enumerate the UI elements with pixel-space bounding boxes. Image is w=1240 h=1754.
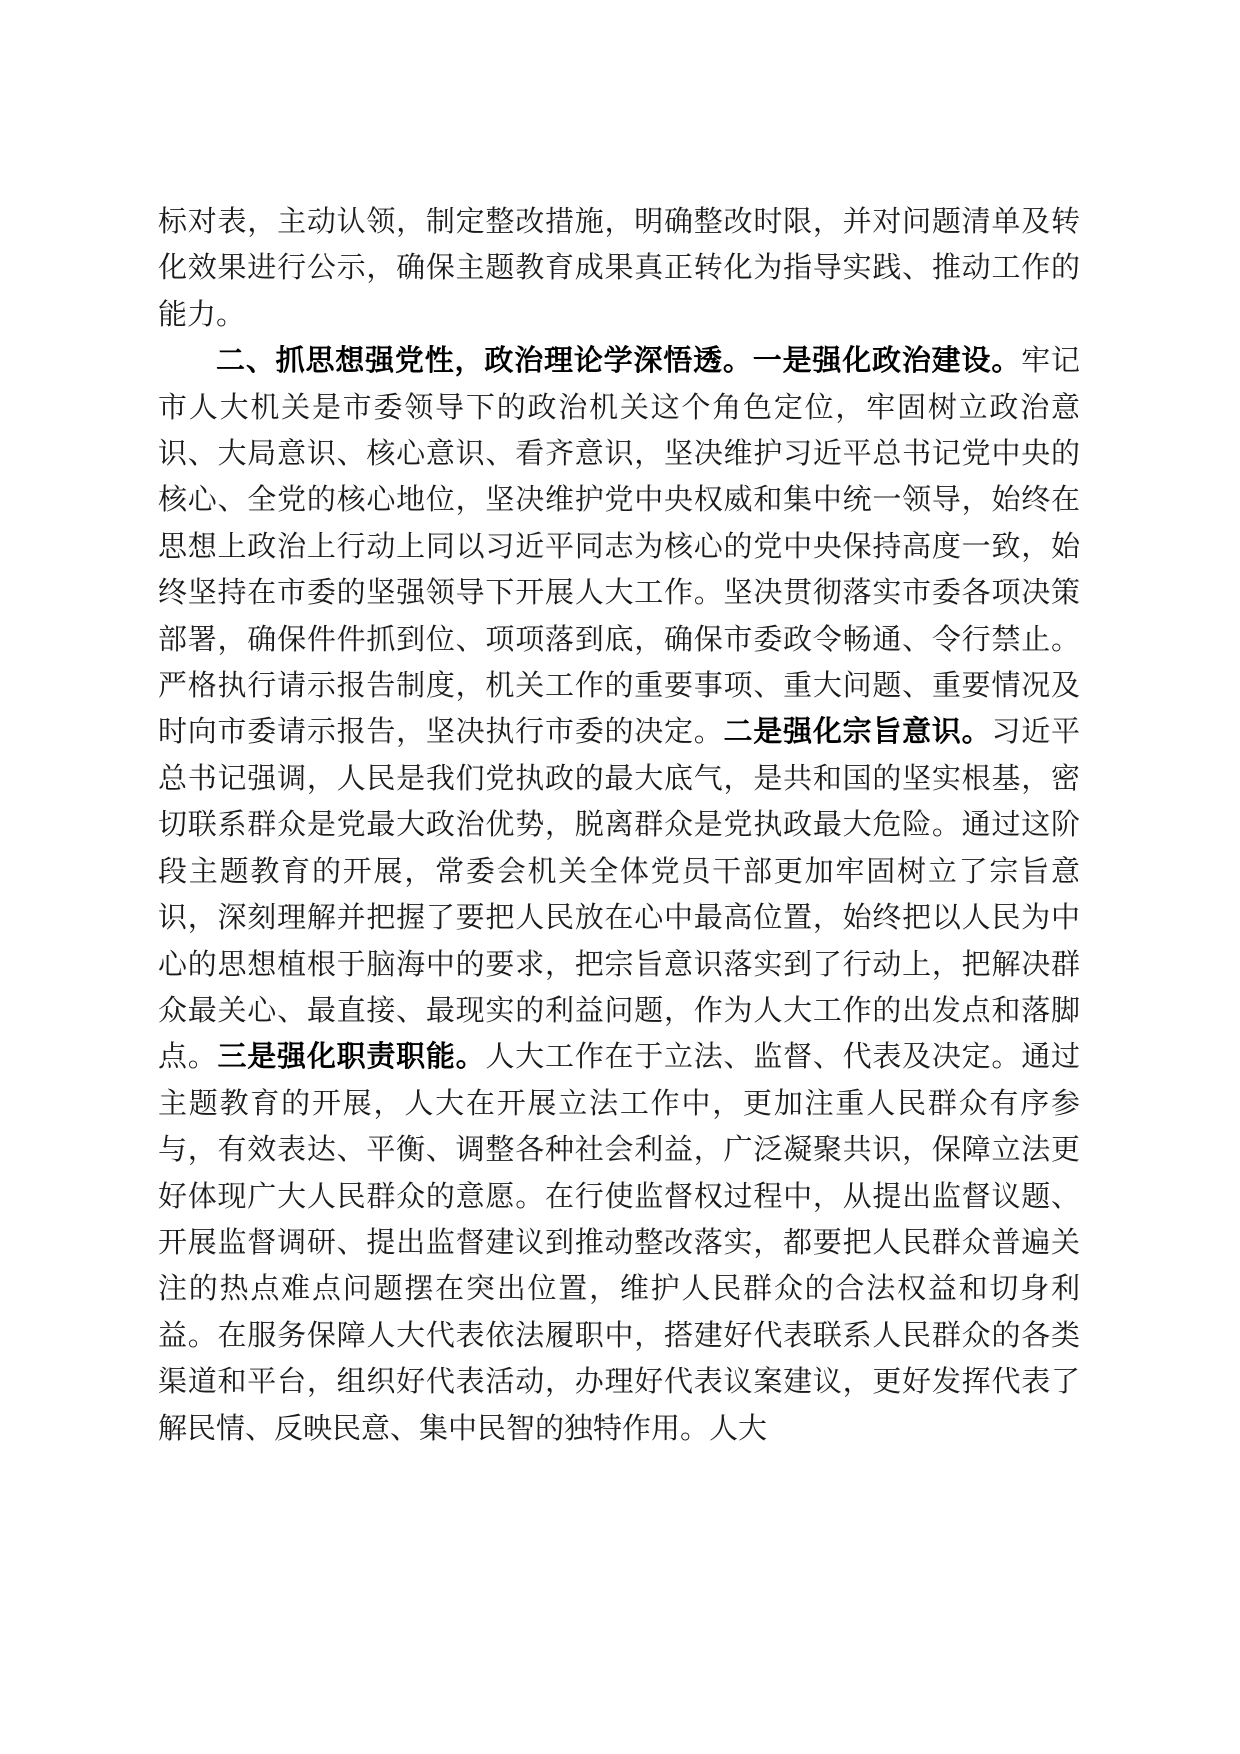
subheading-political-building: 一是强化政治建设。 bbox=[752, 343, 1022, 378]
body-text bbox=[158, 198, 1080, 1451]
paragraph-text: 习近平总书记强调，人民是我们党执政的最大底气，是共和国的坚实根基，密切联系群众是党最大政治优势，脱离群众是党执政最大危险。通过这阶段主题教育的开展，常委会机关全体党员干部更加牢固树立了宗旨意识，深刻理解并把握了要把人民放在心中最高位置，始终把以人民为中心的思想植根于脑海中的要求，把宗旨意识落实到了行动上，把解决群众最关心、最直接、最现实的利益问题，作为人大工作的出发点和落脚点。 bbox=[158, 714, 1080, 1074]
continuation-paragraph bbox=[158, 198, 1080, 337]
subheading-purpose-awareness: 二是强化宗旨意识。 bbox=[723, 714, 992, 749]
subheading-duties-functions: 三是强化职责职能。 bbox=[217, 1039, 486, 1074]
section-two-paragraph bbox=[158, 337, 1080, 1451]
paragraph-text: 人大工作在于立法、监督、代表及决定。通过主题教育的开展，人大在开展立法工作中，更加注重人民群众有序参与，有效表达、平衡、调整各种社会利益，广泛凝聚共识，保障立法更好体现广大人民群众的意愿。在行使监督权过程中，从提出监督议题、开展监督调研、提出监督建议到推动整改落实，都要把人民群众普遍关注的热点难点问题摆在突出位置，维护人民群众的合法权益和切身利益。在服务保障人大代表依法履职中，搭建好代表联系人民群众的各类渠道和平台，组织好代表活动，办理好代表议案建议，更好发挥代表了解民情、反映民意、集中民智的独特作用。人大 bbox=[158, 1039, 1080, 1445]
paragraph-text: 牢记市人大机关是市委领导下的政治机关这个角色定位，牢固树立政治意识、大局意识、核心意识、看齐意识，坚决维护习近平总书记党中央的核心、全党的核心地位，坚决维护党中央权威和集中统一领导，始终在思想上政治上行动上同以习近平同志为核心的党中央保持高度一致，始终坚持在市委的坚强领导下开展人大工作。坚决贯彻落实市委各项决策部署，确保件件抓到位、项项落到底，确保市委政令畅通、令行禁止。严格执行请示报告制度，机关工作的重要事项、重大问题、重要情况及时向市委请示报告，坚决执行市委的决定。 bbox=[158, 343, 1080, 749]
section-heading: 二、抓思想强党性，政治理论学深悟透。 bbox=[216, 343, 753, 378]
paragraph-text: 标对表，主动认领，制定整改措施，明确整改时限，并对问题清单及转化效果进行公示，确保主题教育成果真正转化为指导实践、推动工作的能力。 bbox=[158, 204, 1080, 331]
